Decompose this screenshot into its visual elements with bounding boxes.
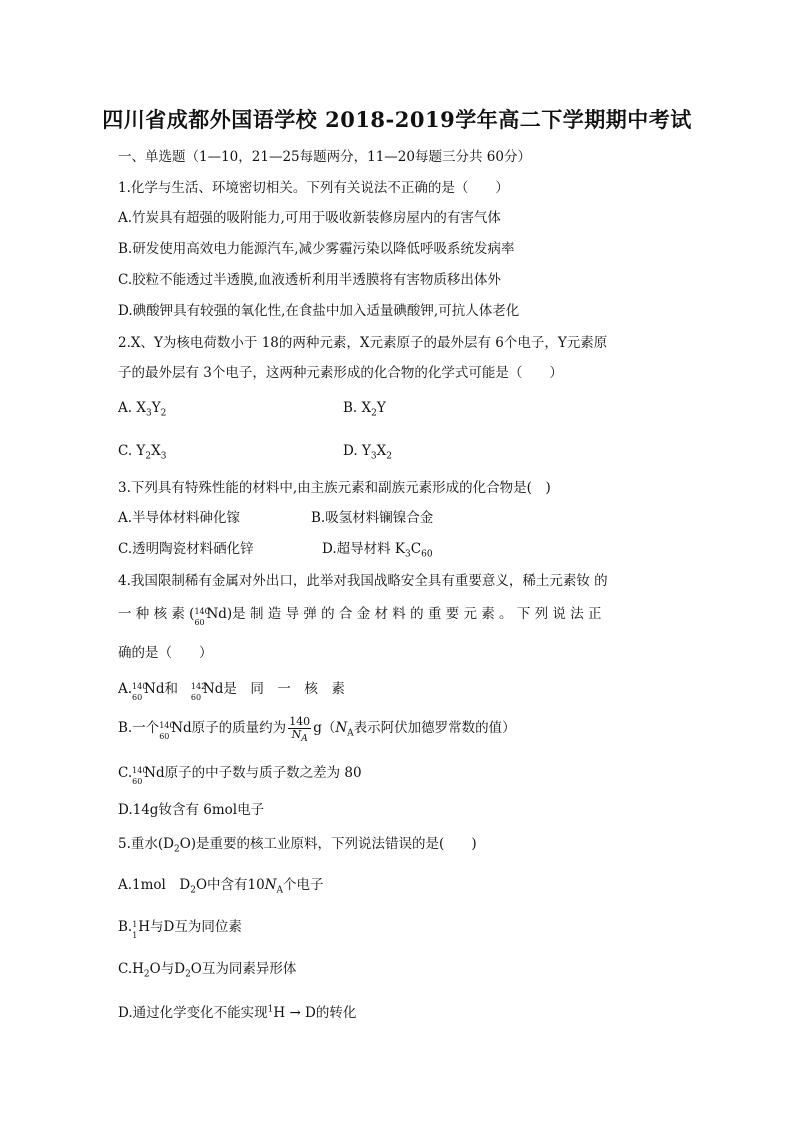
q5-option-d: D.通过化学变化不能实现$^1$H → D的转化	[118, 1004, 357, 1021]
q5-option-c: $C.H_2O$与$D_2O$互为同素异形体	[118, 961, 297, 980]
q4-stem-line1: 4.我国限制稀有金属对外出口，此举对我国战略安全具有重要意义，稀土元素钕 的	[118, 573, 608, 589]
q4-option-a: A. 140 60 Nd和 142 60 Nd是 同 一 核 素	[118, 681, 345, 702]
mass-fraction: $\frac{140}{N_A}$	[289, 715, 311, 745]
nuclide-nd140: 140 60	[132, 766, 148, 786]
q4-option-c: C. 140 60 Nd原子的中子数与质子数之差为 80	[118, 765, 362, 786]
q2-option-b: B. $X_2Y$	[343, 400, 386, 419]
section-header: 一、单选题（1—10，21—25每题两分，11—20每题三分共 60分）	[118, 149, 531, 165]
q5-option-b: B. 1 1 H与D互为同位素	[118, 919, 242, 940]
q4-stem-line2: 一 种 核 素 ( 140 60 Nd)是 制 造 导 弹 的 合 金 材 料 的 重 要 元 素 。 下 列 说 法 正	[118, 606, 602, 627]
q2-option-a: A. $X_3Y_2$	[118, 400, 167, 419]
q4-option-b: B.一个 140 60 Nd原子的质量约为 $\frac{140}{N_A}$ $g(N_A$表示阿伏加德罗常数的值）	[118, 715, 516, 745]
q1-option-a: A.竹炭具有超强的吸附能力,可用于吸收新装修房屋内的有害气体	[118, 210, 501, 226]
q3-option-a: A.半导体材料砷化镓	[118, 510, 241, 526]
q1-option-d: D.碘酸钾具有较强的氧化性,在食盐中加入适量碘酸钾,可抗人体老化	[118, 303, 520, 319]
nuclide-nd142: 142 60	[190, 682, 207, 702]
nuclide-nd140: 140 60	[159, 721, 175, 741]
q5-stem: 5.重水$(D_2O)$是重要的核工业原料，下列说法错误的是( )	[118, 836, 477, 855]
q1-stem: 1.化学与生活、环境密切相关。下列有关说法不正确的是（ ）	[118, 180, 509, 196]
q2-option-d: D. $Y_3X_2$	[343, 443, 392, 462]
nuclide-nd140: 140 60	[194, 607, 210, 627]
q3-stem: 3.下列具有特殊性能的材料中,由主族元素和副族元素形成的化合物是( )	[118, 480, 551, 496]
q2-option-c: C. $Y_2X_3$	[118, 443, 167, 462]
nuclide-h1: 1 1	[132, 920, 138, 940]
q1-option-c: C.胶粒不能透过半透膜,血液透析利用半透膜将有害物质移出体外	[118, 272, 501, 288]
q3-option-c: C.透明陶瓷材料硒化锌	[118, 541, 254, 557]
q3-option-b: B.吸氢材料镧镍合金	[311, 510, 434, 526]
q3-option-d: D.超导材料 $K_3C_{60}$	[322, 541, 433, 560]
q4-option-d: D.14g钕含有 6mol电子	[118, 802, 265, 818]
q2-stem-line1: 2.X、Y为核电荷数小于 18的两种元素，X元素原子的最外层有 6个电子，Y元素原	[118, 335, 608, 351]
q2-stem-line2: 子的最外层有 3个电子，这两种元素形成的化合物的化学式可能是（ ）	[118, 365, 563, 381]
q1-option-b: B.研发使用高效电力能源汽车,减少雾霾污染以降低呼吸系统发病率	[118, 241, 515, 257]
q5-option-a: A.1mol $D_2O$中含有$10N_A$个电子	[118, 877, 324, 896]
q4-stem-line3: 确的是（ ）	[118, 645, 213, 661]
nuclide-nd140: 140 60	[132, 682, 148, 702]
exam-title: 四川省成都外国语学校 2018-2019学年高二下学期期中考试	[102, 107, 692, 132]
